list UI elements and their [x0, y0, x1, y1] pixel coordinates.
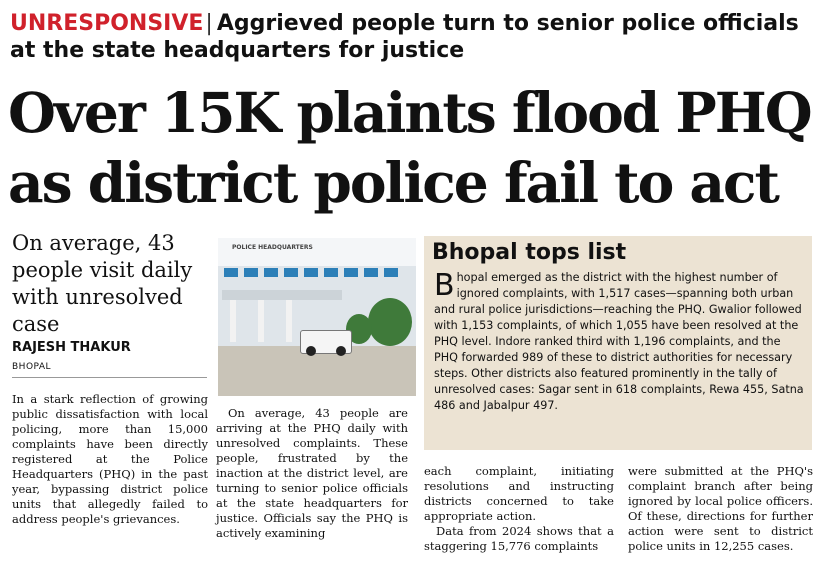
photo-wheel: [306, 346, 316, 356]
photo-window: [324, 268, 338, 277]
dateline: BHOPAL: [12, 362, 52, 372]
headline: [8, 78, 814, 218]
kicker-text: Aggrieved people turn to senior police officials at the state headquarters for justice: [10, 11, 799, 63]
photo-pillar: [286, 300, 292, 342]
photo-sky: [218, 238, 416, 266]
article-column-2: [216, 406, 408, 541]
article-column-3: [424, 464, 614, 554]
photo-canopy: [222, 290, 342, 300]
photo-sign: POLICE HEADQUARTERS: [232, 244, 313, 251]
kicker: [10, 10, 810, 64]
sidebar-title: Bhopal tops list: [432, 240, 627, 265]
article-paragraph: were submitted at the PHQ's complaint branch after being ignored by local police officers. Of these, directions for further action were sent to district police units in 12,255 cases.: [628, 464, 813, 553]
sidebar-text: hopal emerged as the district with the highest number of ignored complaints, with 1,517 cases—spanning both urban and rural police jurisdictions—reaching the PHQ. Gwalior followed with 1,153 complaints, of which 1,055 have been resolved at the PHQ level. Indore ranked third with 1,196 complaints, and the PHQ forwarded 989 of these to district authorities for necessary steps. Other districts also featured prominently in the tally of unresolved cases: Sagar sent in 618 complaints, Rewa 455, Satna 486 and Jabalpur 497.: [434, 271, 804, 412]
photo-window: [244, 268, 258, 277]
photo-window: [384, 268, 398, 277]
article-paragraph: On average, 43 people are arriving at the PHQ daily with unresolved complaints. These people, frustrated by the inaction at the district level, are turning to senior police officials at the state headquarters for justice. Officials say the PHQ is actively examining: [216, 406, 408, 540]
photo-window: [264, 268, 278, 277]
kicker-tag: UNRESPONSIVE: [10, 11, 204, 36]
photo-wheel: [336, 346, 346, 356]
sidebar-box: [424, 236, 812, 450]
sidebar-dropcap: B: [434, 268, 455, 303]
photo-window: [224, 268, 238, 277]
byline: RAJESH THAKUR: [12, 340, 131, 355]
headline-line-1: Over 15K plaints flood PHQ: [8, 80, 811, 145]
photo-window: [344, 268, 358, 277]
article-column-1: [12, 392, 208, 527]
headline-line-2: as district police fail to act: [8, 150, 778, 215]
photo-pillar: [230, 300, 236, 342]
article-column-4: [628, 464, 813, 554]
photo-pillar: [258, 300, 264, 342]
deck: On average, 43 people visit daily with unresolved case: [12, 231, 193, 336]
photo-window: [284, 268, 298, 277]
photo-window: [364, 268, 378, 277]
kicker-separator: |: [205, 11, 213, 36]
phq-building-photo: [218, 238, 416, 396]
photo-tree: [368, 298, 412, 346]
sidebar-body: [434, 270, 806, 414]
article-paragraph: In a stark reflection of growing public dissatisfaction with local policing, more than 15,000 complaints have been directly registered at the Police Headquarters (PHQ) in the past year, bypassing district police units that allegedly failed to address people's grievances.: [12, 392, 208, 526]
photo-window: [304, 268, 318, 277]
article-paragraph: Data from 2024 shows that a staggering 15,776 complaints: [424, 524, 614, 553]
dateline-rule: [12, 377, 207, 378]
article-paragraph: each complaint, initiating resolutions and instructing districts concerned to take appropriate action.: [424, 464, 614, 523]
